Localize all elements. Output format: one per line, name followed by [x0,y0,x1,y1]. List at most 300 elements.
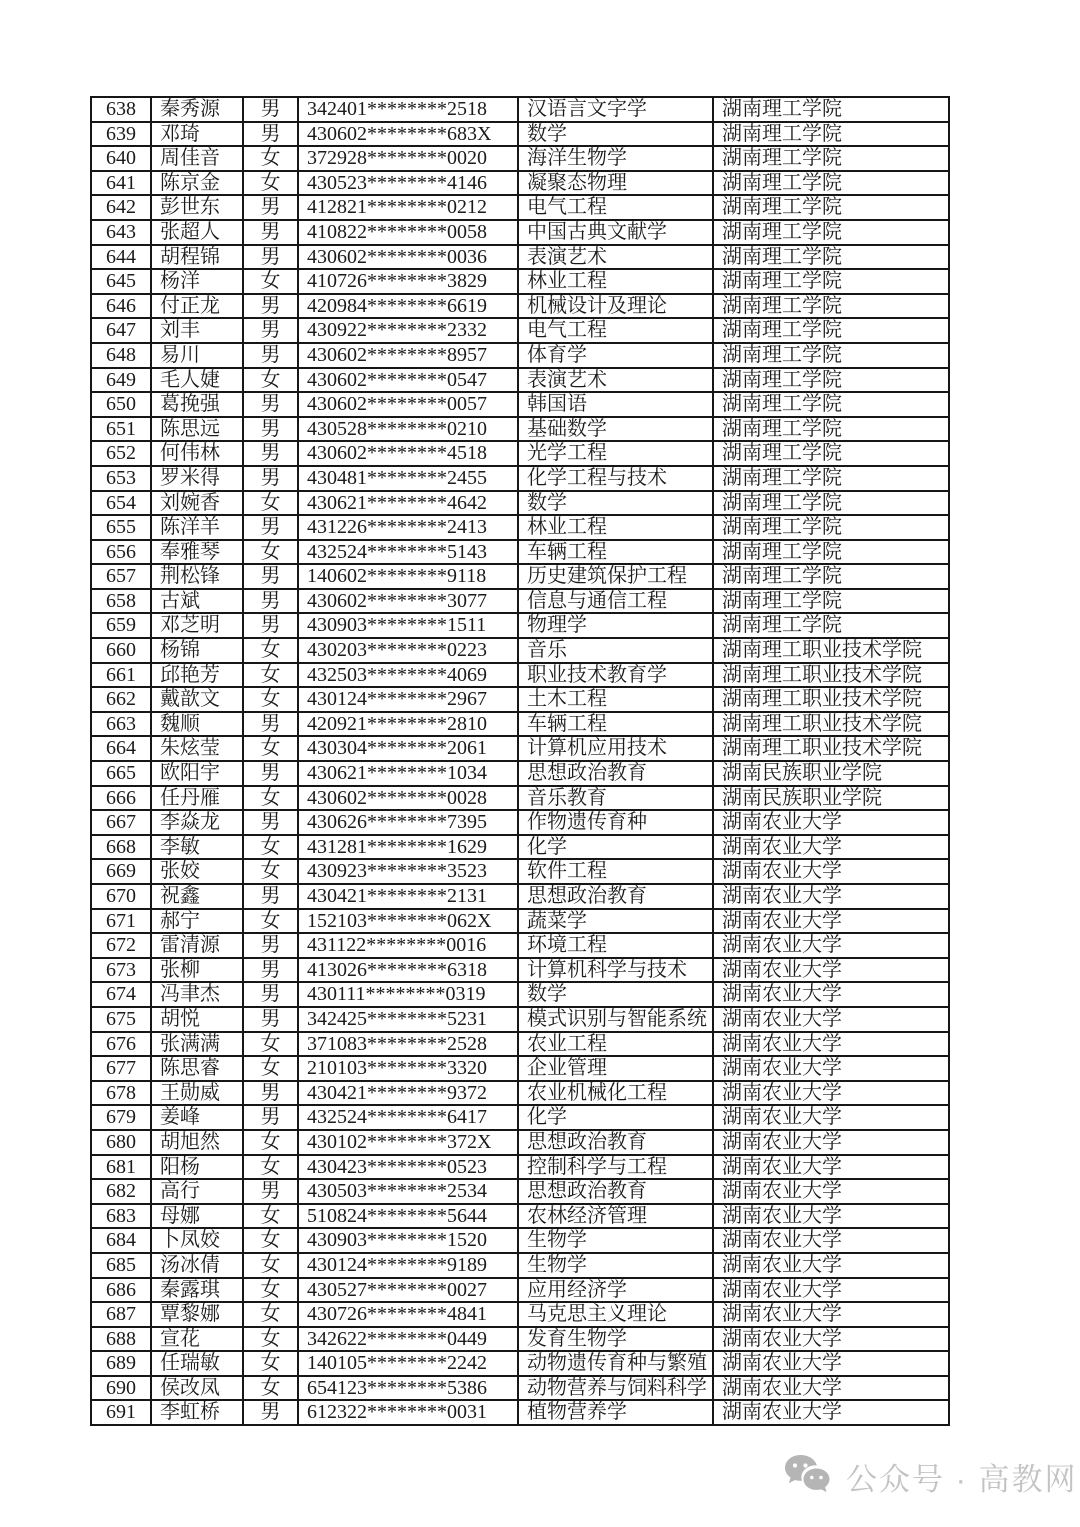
cell-id_masked: 410822********0058 [298,220,518,245]
cell-gender: 女 [243,1253,298,1278]
cell-major: 发育生物学 [518,1327,713,1352]
cell-major: 数学 [518,491,713,516]
cell-major: 林业工程 [518,269,713,294]
cell-major: 表演艺术 [518,245,713,270]
cell-gender: 男 [243,343,298,368]
cell-name: 秦露琪 [151,1278,243,1303]
cell-major: 表演艺术 [518,368,713,393]
cell-school: 湖南农业大学 [713,1327,949,1352]
cell-no: 689 [91,1351,151,1376]
table-row [91,761,949,786]
cell-school: 湖南农业大学 [713,810,949,835]
cell-gender: 女 [243,736,298,761]
table-row [91,982,949,1007]
cell-id_masked: 430102********372X [298,1130,518,1155]
cell-id_masked: 430602********683X [298,122,518,147]
cell-name: 汤冰倩 [151,1253,243,1278]
table-row [91,1351,949,1376]
cell-id_masked: 342401********2518 [298,97,518,122]
cell-id_masked: 431226********2413 [298,515,518,540]
cell-major: 动物营养与饲料科学 [518,1376,713,1401]
cell-id_masked: 412821********0212 [298,195,518,220]
cell-id_masked: 410726********3829 [298,269,518,294]
table-row [91,1179,949,1204]
cell-id_masked: 413026********6318 [298,958,518,983]
cell-major: 生物学 [518,1228,713,1253]
cell-name: 陈思睿 [151,1056,243,1081]
watermark-text: 公众号 · 高教网 [846,1461,1078,1497]
cell-gender: 男 [243,933,298,958]
cell-id_masked: 430481********2455 [298,466,518,491]
cell-name: 姜峰 [151,1105,243,1130]
cell-school: 湖南农业大学 [713,1032,949,1057]
cell-major: 农业工程 [518,1032,713,1057]
cell-name: 何伟林 [151,441,243,466]
cell-gender: 男 [243,589,298,614]
table-row [91,1302,949,1327]
table-row [91,884,949,909]
cell-school: 湖南农业大学 [713,1155,949,1180]
cell-gender: 女 [243,146,298,171]
cell-major: 中国古典文献学 [518,220,713,245]
cell-name: 邱艳芳 [151,663,243,688]
cell-name: 邓琦 [151,122,243,147]
table-row [91,835,949,860]
cell-gender: 男 [243,466,298,491]
cell-id_masked: 430304********2061 [298,736,518,761]
table-row [91,417,949,442]
cell-id_masked: 420984********6619 [298,294,518,319]
cell-gender: 男 [243,294,298,319]
cell-no: 673 [91,958,151,983]
cell-major: 农林经济管理 [518,1204,713,1229]
cell-id_masked: 430602********3077 [298,589,518,614]
cell-major: 思想政治教育 [518,761,713,786]
table-row [91,810,949,835]
cell-major: 数学 [518,982,713,1007]
cell-gender: 男 [243,97,298,122]
cell-gender: 男 [243,195,298,220]
cell-no: 668 [91,835,151,860]
cell-major: 软件工程 [518,859,713,884]
cell-name: 祝鑫 [151,884,243,909]
cell-name: 胡旭然 [151,1130,243,1155]
cell-no: 678 [91,1081,151,1106]
cell-name: 阳杨 [151,1155,243,1180]
cell-id_masked: 430602********0057 [298,392,518,417]
table-row [91,736,949,761]
cell-school: 湖南理工学院 [713,368,949,393]
table-row [91,368,949,393]
table-row [91,1105,949,1130]
cell-no: 671 [91,909,151,934]
cell-major: 应用经济学 [518,1278,713,1303]
cell-id_masked: 430626********7395 [298,810,518,835]
cell-no: 663 [91,712,151,737]
cell-id_masked: 654123********5386 [298,1376,518,1401]
cell-name: 雷清源 [151,933,243,958]
cell-name: 奉雅琴 [151,540,243,565]
cell-name: 欧阳宇 [151,761,243,786]
cell-gender: 女 [243,368,298,393]
cell-gender: 女 [243,1032,298,1057]
cell-name: 任丹雁 [151,786,243,811]
cell-no: 641 [91,171,151,196]
cell-major: 模式识别与智能系统 [518,1007,713,1032]
cell-school: 湖南理工学院 [713,515,949,540]
cell-id_masked: 430903********1511 [298,613,518,638]
cell-gender: 女 [243,171,298,196]
cell-school: 湖南农业大学 [713,1105,949,1130]
cell-major: 计算机应用技术 [518,736,713,761]
table-row [91,1081,949,1106]
cell-school: 湖南农业大学 [713,958,949,983]
cell-no: 686 [91,1278,151,1303]
cell-school: 湖南理工学院 [713,441,949,466]
table-row [91,269,949,294]
cell-major: 思想政治教育 [518,884,713,909]
cell-school: 湖南理工职业技术学院 [713,712,949,737]
cell-gender: 男 [243,1400,298,1425]
table-row [91,491,949,516]
cell-gender: 女 [243,786,298,811]
table-row [91,146,949,171]
cell-name: 王勋威 [151,1081,243,1106]
cell-gender: 女 [243,859,298,884]
table-row [91,294,949,319]
table-row [91,687,949,712]
cell-id_masked: 430421********2131 [298,884,518,909]
cell-no: 690 [91,1376,151,1401]
cell-school: 湖南理工学院 [713,146,949,171]
cell-name: 卜凤姣 [151,1228,243,1253]
cell-no: 666 [91,786,151,811]
cell-school: 湖南农业大学 [713,1400,949,1425]
cell-major: 历史建筑保护工程 [518,564,713,589]
cell-school: 湖南理工学院 [713,294,949,319]
table-row [91,564,949,589]
cell-major: 化学工程与技术 [518,466,713,491]
cell-gender: 女 [243,1228,298,1253]
cell-id_masked: 612322********0031 [298,1400,518,1425]
cell-gender: 女 [243,909,298,934]
cell-id_masked: 371083********2528 [298,1032,518,1057]
cell-id_masked: 430527********0027 [298,1278,518,1303]
cell-major: 农业机械化工程 [518,1081,713,1106]
cell-major: 韩国语 [518,392,713,417]
cell-id_masked: 430423********0523 [298,1155,518,1180]
cell-major: 车辆工程 [518,540,713,565]
cell-major: 林业工程 [518,515,713,540]
wechat-icon [783,1453,835,1499]
cell-name: 荆松锋 [151,564,243,589]
cell-no: 660 [91,638,151,663]
cell-school: 湖南农业大学 [713,884,949,909]
candidate-table-container [90,96,950,1426]
cell-major: 体育学 [518,343,713,368]
cell-school: 湖南理工学院 [713,318,949,343]
cell-id_masked: 430203********0223 [298,638,518,663]
cell-major: 计算机科学与技术 [518,958,713,983]
cell-id_masked: 510824********5644 [298,1204,518,1229]
cell-id_masked: 152103********062X [298,909,518,934]
cell-gender: 女 [243,1056,298,1081]
cell-school: 湖南理工学院 [713,220,949,245]
cell-name: 周佳音 [151,146,243,171]
cell-no: 654 [91,491,151,516]
cell-major: 音乐 [518,638,713,663]
cell-major: 海洋生物学 [518,146,713,171]
cell-gender: 男 [243,712,298,737]
cell-name: 母娜 [151,1204,243,1229]
table-row [91,1400,949,1425]
table-row [91,958,949,983]
cell-no: 691 [91,1400,151,1425]
table-row [91,1228,949,1253]
cell-gender: 女 [243,687,298,712]
cell-school: 湖南农业大学 [713,1228,949,1253]
cell-no: 651 [91,417,151,442]
cell-gender: 女 [243,1302,298,1327]
cell-major: 思想政治教育 [518,1179,713,1204]
cell-name: 陈京金 [151,171,243,196]
cell-no: 644 [91,245,151,270]
cell-gender: 女 [243,540,298,565]
cell-major: 植物营养学 [518,1400,713,1425]
cell-id_masked: 430111********0319 [298,982,518,1007]
cell-school: 湖南农业大学 [713,1278,949,1303]
cell-gender: 男 [243,220,298,245]
cell-school: 湖南理工学院 [713,122,949,147]
cell-major: 化学 [518,1105,713,1130]
cell-school: 湖南理工职业技术学院 [713,663,949,688]
cell-no: 657 [91,564,151,589]
cell-major: 思想政治教育 [518,1130,713,1155]
cell-id_masked: 430523********4146 [298,171,518,196]
cell-name: 陈思远 [151,417,243,442]
cell-no: 665 [91,761,151,786]
cell-no: 645 [91,269,151,294]
cell-no: 685 [91,1253,151,1278]
table-row [91,933,949,958]
cell-major: 生物学 [518,1253,713,1278]
cell-id_masked: 430124********2967 [298,687,518,712]
cell-id_masked: 430923********3523 [298,859,518,884]
cell-id_masked: 430602********0036 [298,245,518,270]
cell-major: 车辆工程 [518,712,713,737]
cell-gender: 男 [243,245,298,270]
cell-school: 湖南理工职业技术学院 [713,687,949,712]
cell-school: 湖南农业大学 [713,1179,949,1204]
cell-name: 葛挽强 [151,392,243,417]
cell-id_masked: 430602********0028 [298,786,518,811]
cell-name: 宣花 [151,1327,243,1352]
cell-id_masked: 372928********0020 [298,146,518,171]
table-row [91,1155,949,1180]
cell-major: 汉语言文字学 [518,97,713,122]
cell-school: 湖南理工学院 [713,417,949,442]
cell-major: 基础数学 [518,417,713,442]
cell-name: 李焱龙 [151,810,243,835]
cell-major: 数学 [518,122,713,147]
cell-gender: 男 [243,122,298,147]
table-row [91,663,949,688]
table-row [91,1032,949,1057]
cell-gender: 女 [243,1204,298,1229]
cell-no: 643 [91,220,151,245]
cell-major: 作物遗传育种 [518,810,713,835]
cell-id_masked: 140602********9118 [298,564,518,589]
cell-school: 湖南理工学院 [713,269,949,294]
cell-id_masked: 432524********5143 [298,540,518,565]
cell-no: 662 [91,687,151,712]
cell-school: 湖南农业大学 [713,1253,949,1278]
cell-gender: 女 [243,1278,298,1303]
cell-major: 土木工程 [518,687,713,712]
cell-no: 661 [91,663,151,688]
candidate-table [90,96,950,1426]
cell-gender: 女 [243,1130,298,1155]
cell-id_masked: 430602********0547 [298,368,518,393]
cell-id_masked: 430528********0210 [298,417,518,442]
cell-school: 湖南农业大学 [713,835,949,860]
cell-school: 湖南理工学院 [713,540,949,565]
cell-name: 邓芝明 [151,613,243,638]
cell-no: 669 [91,859,151,884]
cell-id_masked: 430922********2332 [298,318,518,343]
cell-id_masked: 140105********2242 [298,1351,518,1376]
cell-name: 任瑞敏 [151,1351,243,1376]
cell-gender: 男 [243,515,298,540]
cell-major: 环境工程 [518,933,713,958]
cell-name: 李虹桥 [151,1400,243,1425]
cell-gender: 男 [243,958,298,983]
cell-major: 机械设计及理论 [518,294,713,319]
cell-name: 古斌 [151,589,243,614]
cell-no: 670 [91,884,151,909]
cell-id_masked: 430903********1520 [298,1228,518,1253]
table-row [91,712,949,737]
table-row [91,1327,949,1352]
table-row [91,392,949,417]
cell-gender: 男 [243,392,298,417]
cell-no: 672 [91,933,151,958]
cell-school: 湖南农业大学 [713,933,949,958]
cell-school: 湖南民族职业学院 [713,786,949,811]
table-row [91,441,949,466]
cell-no: 679 [91,1105,151,1130]
cell-no: 676 [91,1032,151,1057]
cell-no: 682 [91,1179,151,1204]
table-row [91,1278,949,1303]
cell-major: 控制科学与工程 [518,1155,713,1180]
table-row [91,1376,949,1401]
cell-name: 李敏 [151,835,243,860]
cell-no: 655 [91,515,151,540]
cell-major: 信息与通信工程 [518,589,713,614]
cell-major: 蔬菜学 [518,909,713,934]
cell-school: 湖南理工职业技术学院 [713,638,949,663]
cell-no: 649 [91,368,151,393]
cell-name: 高行 [151,1179,243,1204]
cell-major: 电气工程 [518,195,713,220]
cell-major: 凝聚态物理 [518,171,713,196]
table-row [91,859,949,884]
cell-name: 覃黎娜 [151,1302,243,1327]
table-row [91,1204,949,1229]
cell-no: 647 [91,318,151,343]
cell-major: 光学工程 [518,441,713,466]
cell-no: 683 [91,1204,151,1229]
cell-name: 朱炫莹 [151,736,243,761]
cell-major: 企业管理 [518,1056,713,1081]
cell-no: 659 [91,613,151,638]
cell-no: 646 [91,294,151,319]
cell-id_masked: 431122********0016 [298,933,518,958]
cell-gender: 男 [243,1105,298,1130]
cell-school: 湖南农业大学 [713,1351,949,1376]
cell-school: 湖南农业大学 [713,1376,949,1401]
cell-no: 658 [91,589,151,614]
cell-gender: 男 [243,613,298,638]
cell-gender: 女 [243,1376,298,1401]
table-row [91,515,949,540]
cell-id_masked: 342425********5231 [298,1007,518,1032]
cell-no: 656 [91,540,151,565]
table-row [91,1130,949,1155]
cell-no: 652 [91,441,151,466]
cell-gender: 男 [243,982,298,1007]
cell-name: 魏顺 [151,712,243,737]
cell-no: 642 [91,195,151,220]
table-row [91,97,949,122]
cell-school: 湖南农业大学 [713,909,949,934]
cell-name: 毛人婕 [151,368,243,393]
cell-name: 张姣 [151,859,243,884]
cell-gender: 女 [243,1327,298,1352]
cell-id_masked: 430421********9372 [298,1081,518,1106]
cell-id_masked: 430726********4841 [298,1302,518,1327]
cell-school: 湖南农业大学 [713,1302,949,1327]
cell-name: 郝宁 [151,909,243,934]
cell-school: 湖南理工学院 [713,466,949,491]
cell-school: 湖南农业大学 [713,1081,949,1106]
cell-name: 侯改凤 [151,1376,243,1401]
cell-school: 湖南理工学院 [713,195,949,220]
cell-major: 物理学 [518,613,713,638]
cell-school: 湖南农业大学 [713,1007,949,1032]
table-row [91,220,949,245]
table-row [91,171,949,196]
cell-school: 湖南农业大学 [713,1204,949,1229]
cell-gender: 男 [243,318,298,343]
cell-name: 张柳 [151,958,243,983]
cell-no: 684 [91,1228,151,1253]
cell-gender: 男 [243,1179,298,1204]
cell-major: 职业技术教育学 [518,663,713,688]
cell-no: 664 [91,736,151,761]
cell-name: 易川 [151,343,243,368]
cell-name: 杨洋 [151,269,243,294]
cell-id_masked: 432524********6417 [298,1105,518,1130]
cell-major: 动物遗传育种与繁殖 [518,1351,713,1376]
cell-major: 电气工程 [518,318,713,343]
cell-name: 冯聿杰 [151,982,243,1007]
table-row [91,638,949,663]
cell-id_masked: 432503********4069 [298,663,518,688]
cell-school: 湖南理工学院 [713,97,949,122]
cell-gender: 女 [243,269,298,294]
